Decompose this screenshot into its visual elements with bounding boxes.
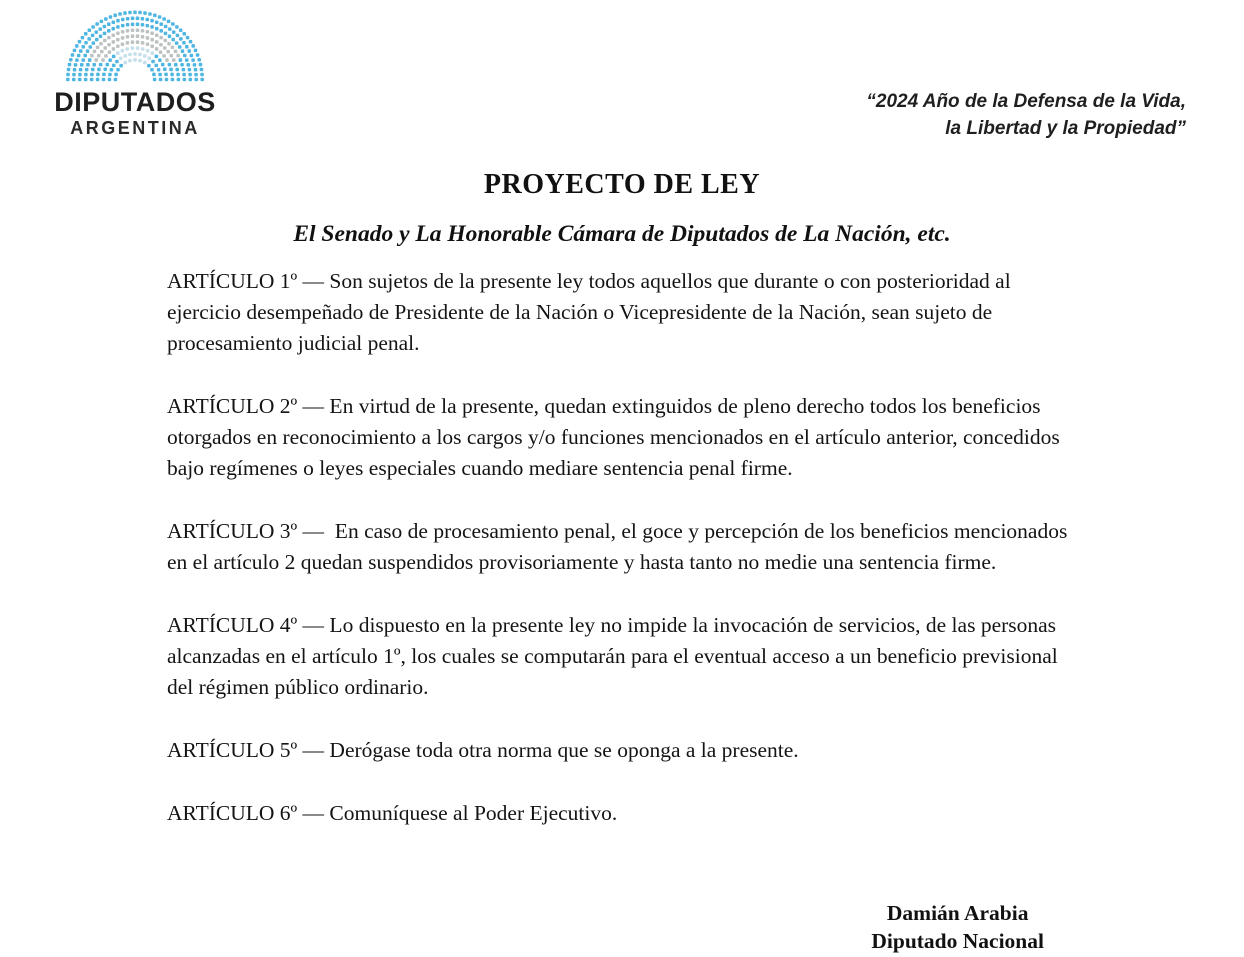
motto-line-1: “2024 Año de la Defensa de la Vida, [866,91,1186,112]
article-4: ARTÍCULO 4º — Lo dispuesto en la presente ley no impide la invocación de servicios, de las personas alcanzadas en el artículo 1º, los cuales se computarán para el eventual acceso a un beneficio previsional del régimen público ordinario. [167,613,1058,699]
articles-body [167,266,1083,861]
logo-subtitle: ARGENTINA [70,118,200,139]
signature-block [871,899,1044,955]
year-motto [866,88,1186,142]
signature-name: Damián Arabia [886,901,1029,925]
article-5: ARTÍCULO 5º — Derógase toda otra norma que se oponga a la presente. [167,738,799,762]
article-2: ARTÍCULO 2º — En virtud de la presente, quedan extinguidos de pleno derecho todos los beneficios otorgados en reconocimiento a los cargos y/o funciones mencionados en el artículo anterior, concedidos bajo regímenes o leyes especiales cuando mediare sentencia penal firme. [167,394,1060,480]
logo-title: DIPUTADOS [54,87,216,117]
motto-line-2: la Libertad y la Propiedad” [945,118,1186,139]
article-1: ARTÍCULO 1º — Son sujetos de la presente ley todos aquellos que durante o con posterioridad al ejercicio desempeñado de Presidente de la Nación o Vicepresidente de la Nación, sean sujeto de procesamiento judicial penal. [167,269,1011,355]
signature-role: Diputado Nacional [871,929,1044,953]
hemicycle-seats-icon [65,6,205,84]
document-salutation: El Senado y La Honorable Cámara de Diputados de La Nación, etc. [293,221,951,247]
document-title: PROYECTO DE LEY [483,169,761,200]
diputados-logo [40,6,230,138]
article-3: ARTÍCULO 3º — En caso de procesamiento penal, el goce y percepción de los beneficios mencionados en el artículo 2 quedan suspendidos provisoriamente y hasta tanto no medie una sentencia firme. [167,519,1068,574]
article-6: ARTÍCULO 6º — Comuníquese al Poder Ejecutivo. [167,801,618,825]
